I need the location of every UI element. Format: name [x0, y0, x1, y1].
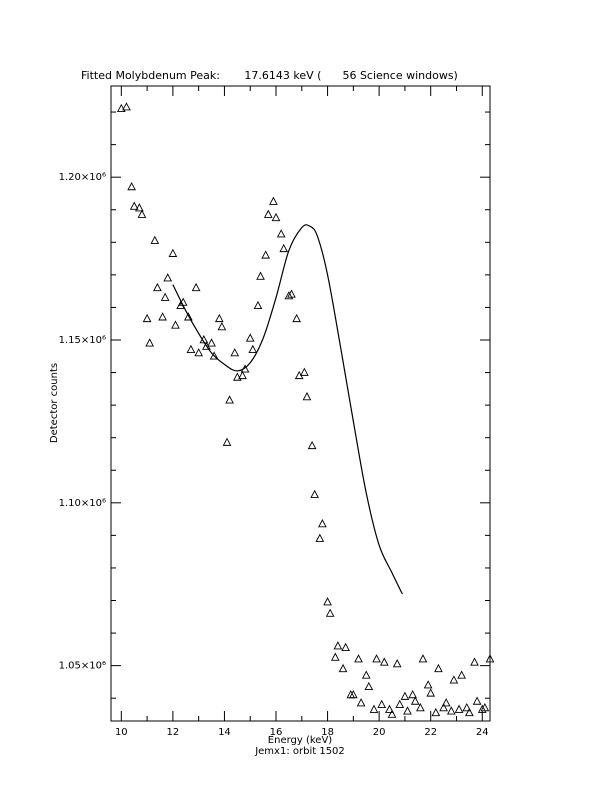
- chart-subtitle: Jemx1: orbit 1502: [255, 746, 345, 757]
- y-axis-label: Detector counts: [49, 362, 60, 444]
- chart-title: Fitted Molybdenum Peak: 17.6143 keV ( 56 Science windows): [81, 69, 458, 82]
- data-point: [365, 683, 372, 690]
- data-point: [319, 520, 326, 527]
- data-point: [278, 230, 285, 237]
- data-point: [370, 706, 377, 713]
- data-point: [293, 315, 300, 322]
- data-point: [162, 294, 169, 301]
- data-point: [425, 681, 432, 688]
- data-point: [280, 245, 287, 252]
- data-point: [208, 339, 215, 346]
- data-point: [257, 273, 264, 280]
- data-point: [159, 313, 166, 320]
- data-point: [270, 198, 277, 205]
- data-point: [404, 707, 411, 714]
- y-tick-label: 1.05×10⁶: [58, 660, 106, 672]
- data-point: [466, 709, 473, 716]
- data-point: [231, 349, 238, 356]
- data-point: [192, 284, 199, 291]
- plot-frame: [111, 86, 490, 721]
- data-point: [357, 699, 364, 706]
- data-point: [316, 535, 323, 542]
- x-tick-label: 24: [475, 727, 489, 738]
- data-point: [455, 706, 462, 713]
- data-point: [378, 701, 385, 708]
- data-point: [247, 334, 254, 341]
- fit-curve: [173, 225, 402, 594]
- data-point: [195, 349, 202, 356]
- y-tick-labels: [59, 172, 106, 671]
- x-tick-label: 16: [269, 727, 283, 738]
- data-point: [342, 644, 349, 651]
- x-tick-label: 20: [372, 727, 386, 738]
- data-point: [394, 660, 401, 667]
- data-point: [128, 183, 135, 190]
- x-tick-label: 12: [166, 727, 180, 738]
- data-point: [363, 671, 370, 678]
- data-point: [339, 665, 346, 672]
- data-point: [332, 654, 339, 661]
- data-point: [334, 642, 341, 649]
- data-point: [223, 439, 230, 446]
- data-point: [265, 211, 272, 218]
- data-point: [311, 491, 318, 498]
- data-point: [450, 676, 457, 683]
- axis-ticks: [111, 86, 490, 721]
- data-point: [272, 214, 279, 221]
- data-point: [373, 655, 380, 662]
- data-point: [249, 346, 256, 353]
- data-point: [151, 237, 158, 244]
- data-point: [419, 655, 426, 662]
- y-tick-label: 1.10×10⁶: [58, 497, 106, 509]
- data-point: [169, 250, 176, 257]
- y-tick-label: 1.20×10⁶: [58, 172, 106, 184]
- data-point: [218, 323, 225, 330]
- data-point: [254, 302, 261, 309]
- data-point: [427, 689, 434, 696]
- x-tick-label: 18: [321, 727, 334, 738]
- data-series: [118, 103, 494, 717]
- data-point: [138, 211, 145, 218]
- data-point: [432, 709, 439, 716]
- x-tick-label: 14: [218, 727, 231, 738]
- x-tick-label: 22: [424, 727, 438, 738]
- data-point: [448, 707, 455, 714]
- data-point: [412, 697, 419, 704]
- data-point: [226, 396, 233, 403]
- data-point: [172, 321, 179, 328]
- data-point: [309, 442, 316, 449]
- data-point: [187, 346, 194, 353]
- data-point: [303, 393, 310, 400]
- data-point: [381, 658, 388, 665]
- x-axis-label: Energy (keV): [267, 735, 333, 746]
- data-point: [154, 284, 161, 291]
- data-point: [474, 697, 481, 704]
- data-point: [164, 274, 171, 281]
- data-point: [471, 658, 478, 665]
- data-point: [435, 665, 442, 672]
- data-point: [355, 655, 362, 662]
- data-point: [458, 671, 465, 678]
- data-point: [324, 598, 331, 605]
- data-point: [396, 701, 403, 708]
- data-point: [301, 369, 308, 376]
- data-point: [388, 710, 395, 717]
- data-point: [146, 339, 153, 346]
- data-point: [440, 704, 447, 711]
- x-tick-label: 10: [114, 727, 128, 738]
- data-point: [401, 693, 408, 700]
- data-point: [143, 315, 150, 322]
- data-point: [216, 315, 223, 322]
- y-tick-label: 1.15×10⁶: [58, 335, 106, 346]
- data-point: [417, 704, 424, 711]
- data-point: [327, 610, 334, 617]
- data-point: [262, 251, 269, 258]
